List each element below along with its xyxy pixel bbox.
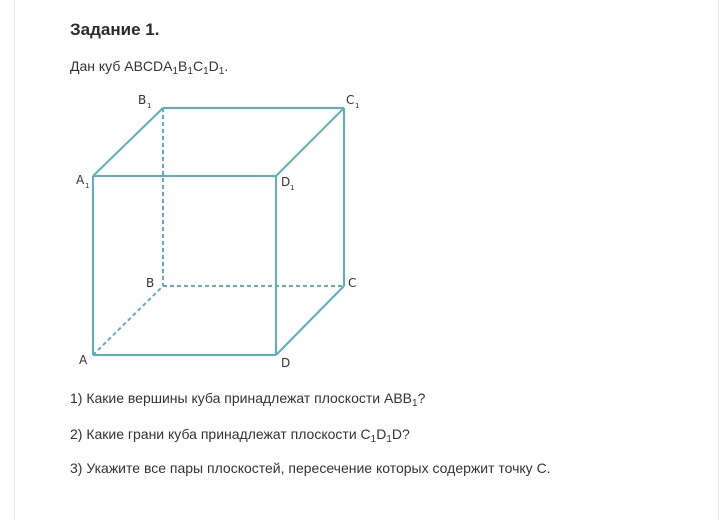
question-2 — [70, 426, 410, 445]
vertex-label-a1: A — [76, 173, 85, 187]
vertex-sub-c1: 1 — [355, 102, 360, 110]
vertex-sub-a1: 1 — [85, 182, 90, 190]
vertex-label-c1: C — [346, 93, 355, 107]
task-title: Задание 1. — [70, 20, 160, 39]
task-given — [70, 58, 229, 77]
vertex-label-a: A — [79, 353, 88, 367]
q2-mid: D — [376, 426, 387, 442]
vertex-label-b1: B — [138, 93, 147, 107]
given-prefix: Дан куб ABCDA — [70, 58, 173, 74]
q1-text: 1) Какие вершины куба принадлежат плоскости ABB — [70, 390, 413, 406]
given-sub-a: 1 — [172, 66, 179, 77]
q2-sub2: 1 — [386, 434, 392, 445]
vertex-label-d: D — [281, 356, 291, 370]
q2-text: 2) Какие грани куба принадлежат плоскости C — [70, 426, 371, 442]
vertex-label-d1: D — [281, 175, 291, 189]
given-c: C — [192, 58, 204, 74]
q2-sub1: 1 — [370, 434, 377, 445]
question-1 — [70, 390, 426, 409]
given-d: D — [208, 58, 219, 74]
vertex-label-b: B — [146, 276, 155, 290]
given-sub-b: 1 — [187, 66, 193, 77]
question-3: 3) Укажите все пары плоскостей, пересечение которых содержит точку C. — [70, 460, 551, 476]
given-b: B — [178, 58, 188, 74]
q1-sub: 1 — [412, 398, 418, 409]
given-sub-d: 1 — [218, 66, 225, 77]
q2-suffix: D? — [391, 426, 410, 442]
vertex-sub-d1: 1 — [290, 184, 295, 192]
cube-diagram — [72, 88, 362, 374]
cube-figure — [72, 88, 362, 374]
given-sub-c: 1 — [203, 66, 209, 77]
given-suffix: . — [224, 58, 229, 74]
q1-suffix: ? — [417, 390, 426, 406]
figure-background — [72, 88, 362, 374]
vertex-sub-b1: 1 — [147, 102, 152, 110]
vertex-label-c: C — [348, 276, 357, 290]
